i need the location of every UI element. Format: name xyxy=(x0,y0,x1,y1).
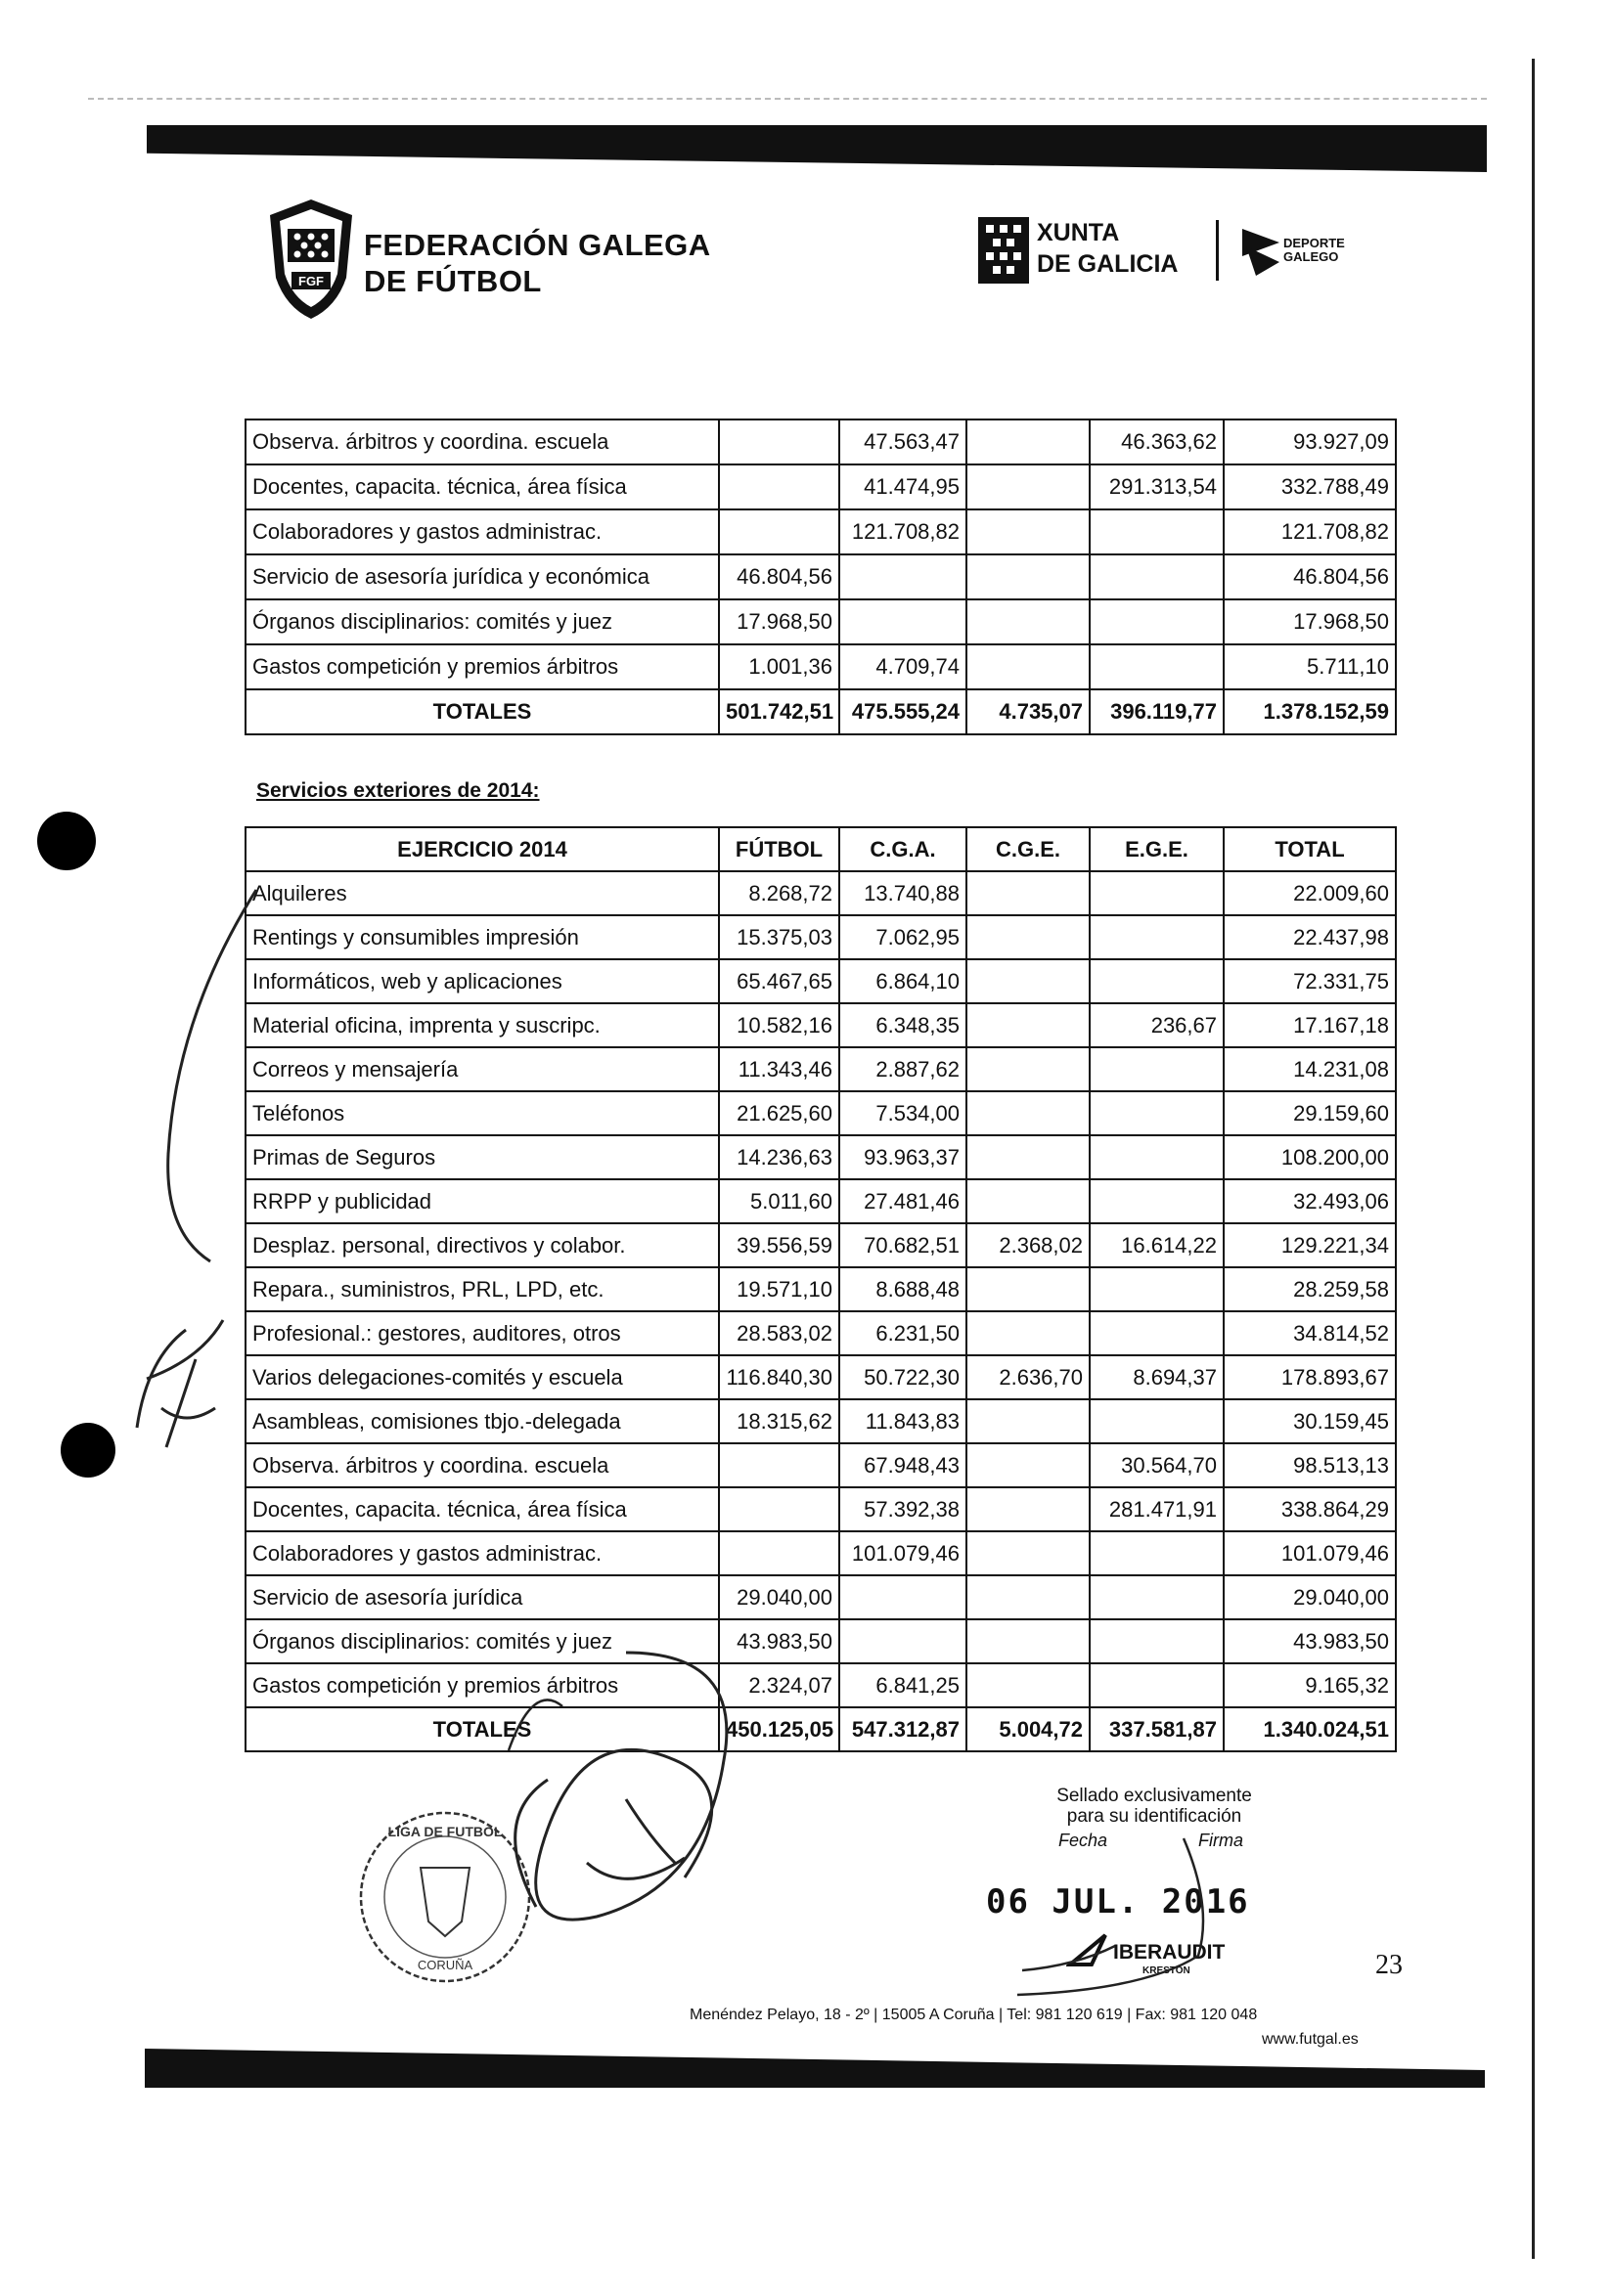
cell-futbol: 1.001,36 xyxy=(719,644,839,689)
cell-futbol: 65.467,65 xyxy=(719,959,839,1003)
table-row xyxy=(246,1135,1396,1179)
cell-concept: Repara., suministros, PRL, LPD, etc. xyxy=(246,1267,719,1311)
table-row xyxy=(246,1179,1396,1223)
cell-cga: 27.481,46 xyxy=(839,1179,966,1223)
cell-concept: Profesional.: gestores, auditores, otros xyxy=(246,1311,719,1355)
auditor-logo-icon xyxy=(1066,1931,1111,1970)
cell-cga xyxy=(839,554,966,599)
cell-concept: Docentes, capacita. técnica, área física xyxy=(246,464,719,509)
cell-concept: Gastos competición y premios árbitros xyxy=(246,644,719,689)
cell-cge xyxy=(966,1267,1090,1311)
cell-cge xyxy=(966,464,1090,509)
totals-row xyxy=(246,1707,1396,1751)
cell-ege xyxy=(1090,1619,1224,1663)
cell-cge xyxy=(966,1443,1090,1487)
cell-ege: 16.614,22 xyxy=(1090,1223,1224,1267)
cell-total: 338.864,29 xyxy=(1224,1487,1396,1531)
cell-cge xyxy=(966,871,1090,915)
cell-cga: 6.348,35 xyxy=(839,1003,966,1047)
cell-futbol: 28.583,02 xyxy=(719,1311,839,1355)
cell-cge xyxy=(966,419,1090,464)
cell-cge xyxy=(966,959,1090,1003)
cell-total: 17.167,18 xyxy=(1224,1003,1396,1047)
table-row xyxy=(246,959,1396,1003)
cell-ege xyxy=(1090,1311,1224,1355)
cell-cga: 67.948,43 xyxy=(839,1443,966,1487)
cell-futbol: 5.011,60 xyxy=(719,1179,839,1223)
seal-text-bottom: CORUÑA xyxy=(417,1958,473,1972)
total-futbol: 450.125,05 xyxy=(719,1707,839,1751)
cell-concept: Correos y mensajería xyxy=(246,1047,719,1091)
cell-futbol: 18.315,62 xyxy=(719,1399,839,1443)
cell-futbol: 2.324,07 xyxy=(719,1663,839,1707)
cell-concept: Servicio de asesoría jurídica y económica xyxy=(246,554,719,599)
table-row xyxy=(246,1663,1396,1707)
cell-concept: Órganos disciplinarios: comités y juez xyxy=(246,599,719,644)
cell-total: 129.221,34 xyxy=(1224,1223,1396,1267)
cell-total: 178.893,67 xyxy=(1224,1355,1396,1399)
scan-edge-right xyxy=(1532,59,1535,2259)
table-row xyxy=(246,644,1396,689)
cell-futbol: 14.236,63 xyxy=(719,1135,839,1179)
table-row xyxy=(246,1487,1396,1531)
cell-ege xyxy=(1090,1267,1224,1311)
cell-cge xyxy=(966,554,1090,599)
cell-total: 34.814,52 xyxy=(1224,1311,1396,1355)
table-row xyxy=(246,1531,1396,1575)
cell-concept: Colaboradores y gastos administrac. xyxy=(246,1531,719,1575)
cell-total: 32.493,06 xyxy=(1224,1179,1396,1223)
cell-cga xyxy=(839,599,966,644)
cell-total: 121.708,82 xyxy=(1224,509,1396,554)
table-row xyxy=(246,1355,1396,1399)
cell-total: 22.009,60 xyxy=(1224,871,1396,915)
deporte-line1: DEPORTE xyxy=(1283,236,1345,250)
cell-cga: 13.740,88 xyxy=(839,871,966,915)
cell-ege xyxy=(1090,959,1224,1003)
xunta-line1: XUNTA xyxy=(1037,219,1120,246)
cell-concept: Servicio de asesoría jurídica xyxy=(246,1575,719,1619)
cell-cge xyxy=(966,1311,1090,1355)
total-cge: 4.735,07 xyxy=(966,689,1090,734)
cell-futbol xyxy=(719,464,839,509)
deporte-line2: GALEGO xyxy=(1283,249,1339,264)
cell-futbol xyxy=(719,1487,839,1531)
cell-ege xyxy=(1090,915,1224,959)
federation-line2: DE FÚTBOL xyxy=(364,264,542,298)
table-row xyxy=(246,509,1396,554)
auditor-sub: KRESTON xyxy=(1142,1965,1190,1976)
margin-bracket xyxy=(168,890,256,1261)
cell-futbol: 19.571,10 xyxy=(719,1267,839,1311)
table-row xyxy=(246,1003,1396,1047)
header-separator xyxy=(1216,220,1219,281)
deporte-galego-name xyxy=(1283,237,1345,264)
cell-cga: 93.963,37 xyxy=(839,1135,966,1179)
table-row xyxy=(246,1399,1396,1443)
cell-cga: 50.722,30 xyxy=(839,1355,966,1399)
cell-cge xyxy=(966,1575,1090,1619)
cell-cga xyxy=(839,1575,966,1619)
cell-cga: 2.887,62 xyxy=(839,1047,966,1091)
punch-hole xyxy=(37,812,96,870)
cell-futbol: 43.983,50 xyxy=(719,1619,839,1663)
cell-futbol: 39.556,59 xyxy=(719,1223,839,1267)
cell-ege: 8.694,37 xyxy=(1090,1355,1224,1399)
cell-cga: 101.079,46 xyxy=(839,1531,966,1575)
cell-cga xyxy=(839,1619,966,1663)
cell-ege xyxy=(1090,554,1224,599)
cell-ege xyxy=(1090,1663,1224,1707)
cell-total: 98.513,13 xyxy=(1224,1443,1396,1487)
cell-futbol: 29.040,00 xyxy=(719,1575,839,1619)
cell-concept: Desplaz. personal, directivos y colabor. xyxy=(246,1223,719,1267)
cell-total: 17.968,50 xyxy=(1224,599,1396,644)
cell-total: 108.200,00 xyxy=(1224,1135,1396,1179)
footer-address: Menéndez Pelayo, 18 - 2º | 15005 A Coruña | Tel: 981 120 619 | Fax: 981 120 048 xyxy=(690,2007,1258,2023)
cell-ege: 46.363,62 xyxy=(1090,419,1224,464)
stamp-line2: para su identificación xyxy=(1066,1806,1242,1827)
header-ege: E.G.E. xyxy=(1090,827,1224,871)
total-total: 1.378.152,59 xyxy=(1224,689,1396,734)
cell-cge xyxy=(966,1091,1090,1135)
cell-futbol xyxy=(719,419,839,464)
cell-total: 9.165,32 xyxy=(1224,1663,1396,1707)
cell-total: 332.788,49 xyxy=(1224,464,1396,509)
cell-concept: Asambleas, comisiones tbjo.-delegada xyxy=(246,1399,719,1443)
cell-total: 46.804,56 xyxy=(1224,554,1396,599)
cell-cga: 57.392,38 xyxy=(839,1487,966,1531)
federation-name xyxy=(364,227,711,299)
cell-concept: Varios delegaciones-comités y escuela xyxy=(246,1355,719,1399)
cell-concept: Teléfonos xyxy=(246,1091,719,1135)
table-row xyxy=(246,1047,1396,1091)
cell-cge xyxy=(966,1047,1090,1091)
cell-ege: 236,67 xyxy=(1090,1003,1224,1047)
cell-concept: RRPP y publicidad xyxy=(246,1179,719,1223)
table-row xyxy=(246,554,1396,599)
cell-ege xyxy=(1090,1091,1224,1135)
cell-cge xyxy=(966,1487,1090,1531)
cell-total: 43.983,50 xyxy=(1224,1619,1396,1663)
total-concept: TOTALES xyxy=(246,1707,719,1751)
cell-ege xyxy=(1090,1179,1224,1223)
punch-hole xyxy=(61,1423,115,1478)
header-cga: C.G.A. xyxy=(839,827,966,871)
cell-ege xyxy=(1090,509,1224,554)
federation-seal xyxy=(361,1813,529,1981)
footer-website: www.futgal.es xyxy=(1262,2031,1359,2048)
cell-cge xyxy=(966,1003,1090,1047)
cell-cge xyxy=(966,1663,1090,1707)
total-ege: 337.581,87 xyxy=(1090,1707,1224,1751)
deporte-galego-logo-icon xyxy=(1240,223,1281,278)
header-bar xyxy=(147,125,1487,172)
cell-total: 93.927,09 xyxy=(1224,419,1396,464)
cell-cge xyxy=(966,509,1090,554)
table-row xyxy=(246,1575,1396,1619)
cell-cga: 6.231,50 xyxy=(839,1311,966,1355)
table-row xyxy=(246,871,1396,915)
xunta-line2: DE GALICIA xyxy=(1037,250,1179,278)
cell-futbol: 10.582,16 xyxy=(719,1003,839,1047)
margin-initials xyxy=(137,1320,223,1447)
cell-concept: Alquileres xyxy=(246,871,719,915)
cell-cge xyxy=(966,915,1090,959)
expenses-table-2014 xyxy=(245,826,1397,1752)
cell-ege xyxy=(1090,599,1224,644)
table-row xyxy=(246,1443,1396,1487)
cell-total: 28.259,58 xyxy=(1224,1267,1396,1311)
cell-concept: Primas de Seguros xyxy=(246,1135,719,1179)
expenses-table-2013 xyxy=(245,419,1397,735)
cell-concept: Órganos disciplinarios: comités y juez xyxy=(246,1619,719,1663)
cell-concept: Observa. árbitros y coordina. escuela xyxy=(246,1443,719,1487)
stamp-firma-label: Firma xyxy=(1198,1831,1243,1850)
cell-ege xyxy=(1090,1531,1224,1575)
fgf-initials: FGF xyxy=(298,274,324,288)
cell-futbol: 11.343,46 xyxy=(719,1047,839,1091)
cell-futbol: 116.840,30 xyxy=(719,1355,839,1399)
cell-ege xyxy=(1090,644,1224,689)
footer-bar xyxy=(145,2049,1485,2088)
cell-total: 101.079,46 xyxy=(1224,1531,1396,1575)
cell-ege: 291.313,54 xyxy=(1090,464,1224,509)
cell-futbol xyxy=(719,1443,839,1487)
cell-cge xyxy=(966,1179,1090,1223)
cell-concept: Gastos competición y premios árbitros xyxy=(246,1663,719,1707)
table-row xyxy=(246,464,1396,509)
cell-cga: 6.864,10 xyxy=(839,959,966,1003)
cell-ege: 30.564,70 xyxy=(1090,1443,1224,1487)
table-row xyxy=(246,1311,1396,1355)
cell-cga: 7.062,95 xyxy=(839,915,966,959)
cell-cge: 2.636,70 xyxy=(966,1355,1090,1399)
cell-futbol xyxy=(719,1531,839,1575)
table-row xyxy=(246,1619,1396,1663)
table-row xyxy=(246,1223,1396,1267)
cell-cga: 41.474,95 xyxy=(839,464,966,509)
table-row xyxy=(246,915,1396,959)
cell-cga: 70.682,51 xyxy=(839,1223,966,1267)
cell-cga: 8.688,48 xyxy=(839,1267,966,1311)
header-cge: C.G.E. xyxy=(966,827,1090,871)
cell-cge xyxy=(966,1531,1090,1575)
cell-ege xyxy=(1090,1135,1224,1179)
cell-total: 14.231,08 xyxy=(1224,1047,1396,1091)
cell-cge xyxy=(966,1619,1090,1663)
cell-concept: Docentes, capacita. técnica, área física xyxy=(246,1487,719,1531)
cell-concept: Colaboradores y gastos administrac. xyxy=(246,509,719,554)
cell-cga: 11.843,83 xyxy=(839,1399,966,1443)
cell-cga: 4.709,74 xyxy=(839,644,966,689)
scan-edge xyxy=(88,98,1487,102)
cell-ege: 281.471,91 xyxy=(1090,1487,1224,1531)
table-row xyxy=(246,1267,1396,1311)
federation-line1: FEDERACIÓN GALEGA xyxy=(364,228,711,262)
cell-cga: 121.708,82 xyxy=(839,509,966,554)
cell-concept: Observa. árbitros y coordina. escuela xyxy=(246,419,719,464)
cell-ege xyxy=(1090,1399,1224,1443)
cell-total: 29.040,00 xyxy=(1224,1575,1396,1619)
stamp-date: 06 JUL. 2016 xyxy=(986,1882,1250,1921)
total-total: 1.340.024,51 xyxy=(1224,1707,1396,1751)
table-row xyxy=(246,599,1396,644)
header-total: TOTAL xyxy=(1224,827,1396,871)
total-ege: 396.119,77 xyxy=(1090,689,1224,734)
cell-ege xyxy=(1090,1047,1224,1091)
cell-cge xyxy=(966,644,1090,689)
cell-total: 29.159,60 xyxy=(1224,1091,1396,1135)
header-concept: EJERCICIO 2014 xyxy=(246,827,719,871)
xunta-name xyxy=(1037,217,1178,280)
table-header-row xyxy=(246,827,1396,871)
auditor-name: IBERAUDIT xyxy=(1113,1941,1226,1964)
table-row xyxy=(246,1091,1396,1135)
audit-stamp xyxy=(998,1786,1311,1827)
cell-cge: 2.368,02 xyxy=(966,1223,1090,1267)
total-futbol: 501.742,51 xyxy=(719,689,839,734)
fgf-crest-icon xyxy=(262,194,360,323)
cell-futbol xyxy=(719,509,839,554)
cell-total: 5.711,10 xyxy=(1224,644,1396,689)
cell-cga: 7.534,00 xyxy=(839,1091,966,1135)
cell-total: 22.437,98 xyxy=(1224,915,1396,959)
section-title: Servicios exteriores de 2014: xyxy=(256,779,540,802)
total-cga: 547.312,87 xyxy=(839,1707,966,1751)
table-row xyxy=(246,419,1396,464)
cell-ege xyxy=(1090,1575,1224,1619)
total-concept: TOTALES xyxy=(246,689,719,734)
stamp-line1: Sellado exclusivamente xyxy=(1056,1786,1252,1806)
cell-concept: Informáticos, web y aplicaciones xyxy=(246,959,719,1003)
cell-cge xyxy=(966,599,1090,644)
totals-row xyxy=(246,689,1396,734)
cell-total: 72.331,75 xyxy=(1224,959,1396,1003)
cell-futbol: 17.968,50 xyxy=(719,599,839,644)
seal-text-top: LIGA DE FUTBOL xyxy=(387,1824,503,1839)
stamp-fecha-label: Fecha xyxy=(1058,1831,1108,1850)
page-number: 23 xyxy=(1375,1950,1403,1980)
cell-futbol: 8.268,72 xyxy=(719,871,839,915)
cell-cga: 47.563,47 xyxy=(839,419,966,464)
cell-cge xyxy=(966,1135,1090,1179)
cell-cga: 6.841,25 xyxy=(839,1663,966,1707)
total-cge: 5.004,72 xyxy=(966,1707,1090,1751)
xunta-logo-icon xyxy=(978,217,1029,284)
cell-concept: Material oficina, imprenta y suscripc. xyxy=(246,1003,719,1047)
cell-concept: Rentings y consumibles impresión xyxy=(246,915,719,959)
cell-cge xyxy=(966,1399,1090,1443)
header-futbol: FÚTBOL xyxy=(719,827,839,871)
cell-futbol: 46.804,56 xyxy=(719,554,839,599)
cell-futbol: 21.625,60 xyxy=(719,1091,839,1135)
cell-total: 30.159,45 xyxy=(1224,1399,1396,1443)
cell-ege xyxy=(1090,871,1224,915)
total-cga: 475.555,24 xyxy=(839,689,966,734)
cell-futbol: 15.375,03 xyxy=(719,915,839,959)
